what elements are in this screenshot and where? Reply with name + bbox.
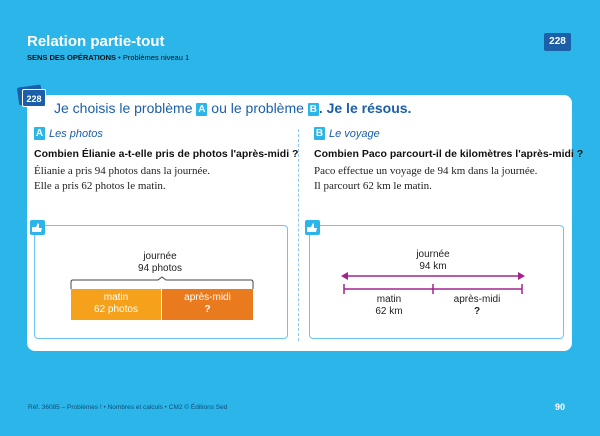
- problem-b-title: Le voyage: [329, 128, 380, 140]
- subtitle-category: SENS DES OPÉRATIONS: [27, 53, 117, 62]
- diagram-a-part1-value: 62 photos: [94, 304, 138, 315]
- diagram-b-total-label: journée: [416, 249, 450, 260]
- problem-b-statement-1: Paco effectue un voyage de 94 km dans la journée.: [314, 165, 538, 177]
- diagram-b-part2-value: ?: [473, 306, 481, 317]
- diagram-b-total-value: 94 km: [419, 261, 447, 272]
- problem-a-label: [34, 127, 103, 140]
- problem-a-statement-1: Élianie a pris 94 photos dans la journée.: [34, 165, 210, 177]
- arrow-left-icon: [341, 272, 348, 280]
- diagram-b-lines: [340, 270, 526, 296]
- subtitle-level: • Problèmes niveau 1: [116, 53, 190, 62]
- diagram-b-part1-value: 62 km: [375, 306, 403, 317]
- problem-a-title: Les photos: [49, 128, 103, 140]
- column-divider: [298, 129, 299, 341]
- footer-reference: Réf. 36085 – Problèmes ! • Nombres et calculs • CM2 © Éditions Sed: [28, 404, 228, 411]
- instruction-mid: ou le problème: [207, 100, 308, 116]
- diagram-a-part2-label: après-midi: [184, 292, 231, 303]
- instruction-suffix: . Je le résous.: [318, 100, 412, 116]
- page-number-badge: 228: [544, 33, 571, 51]
- diagram-b-part2-label: après-midi: [453, 294, 501, 305]
- problem-b-label: [314, 127, 380, 140]
- problem-a-tag: A: [35, 128, 44, 139]
- diagram-a-brace: [70, 276, 254, 290]
- diagram-a-part-morning: [71, 289, 161, 320]
- page-subtitle: [27, 53, 189, 62]
- thumb-icon: [30, 220, 45, 235]
- arrow-right-icon: [518, 272, 525, 280]
- problem-b-tag: B: [315, 128, 324, 139]
- thumb-icon: [305, 220, 320, 235]
- problem-a-question: Combien Élianie a-t-elle pris de photos l'après-midi ?: [34, 148, 299, 160]
- diagram-a-total-value: 94 photos: [138, 263, 182, 274]
- exercise-number-badge: [18, 86, 46, 106]
- page-title: Relation partie-tout: [27, 33, 165, 50]
- diagram-a-bar: [71, 289, 253, 320]
- diagram-a-part-afternoon: [162, 289, 253, 320]
- exercise-instruction: [54, 100, 411, 116]
- instruction-prefix: Je choisis le problème: [54, 100, 197, 116]
- diagram-a-part2-value: ?: [204, 304, 211, 315]
- footer-page-number: 90: [555, 402, 566, 412]
- diagram-b-part1-label: matin: [376, 294, 402, 305]
- badge-number: 228: [22, 89, 46, 107]
- problem-b-question: Combien Paco parcourt-il de kilomètres l'après-midi ?: [314, 148, 584, 160]
- problem-b-statement-2: Il parcourt 62 km le matin.: [314, 180, 432, 192]
- diagram-a-part1-label: matin: [103, 292, 129, 303]
- tag-b: B: [309, 104, 317, 115]
- tag-a: A: [198, 104, 206, 115]
- diagram-a-total-label: journée: [143, 251, 177, 262]
- problem-a-statement-2: Elle a pris 62 photos le matin.: [34, 180, 166, 192]
